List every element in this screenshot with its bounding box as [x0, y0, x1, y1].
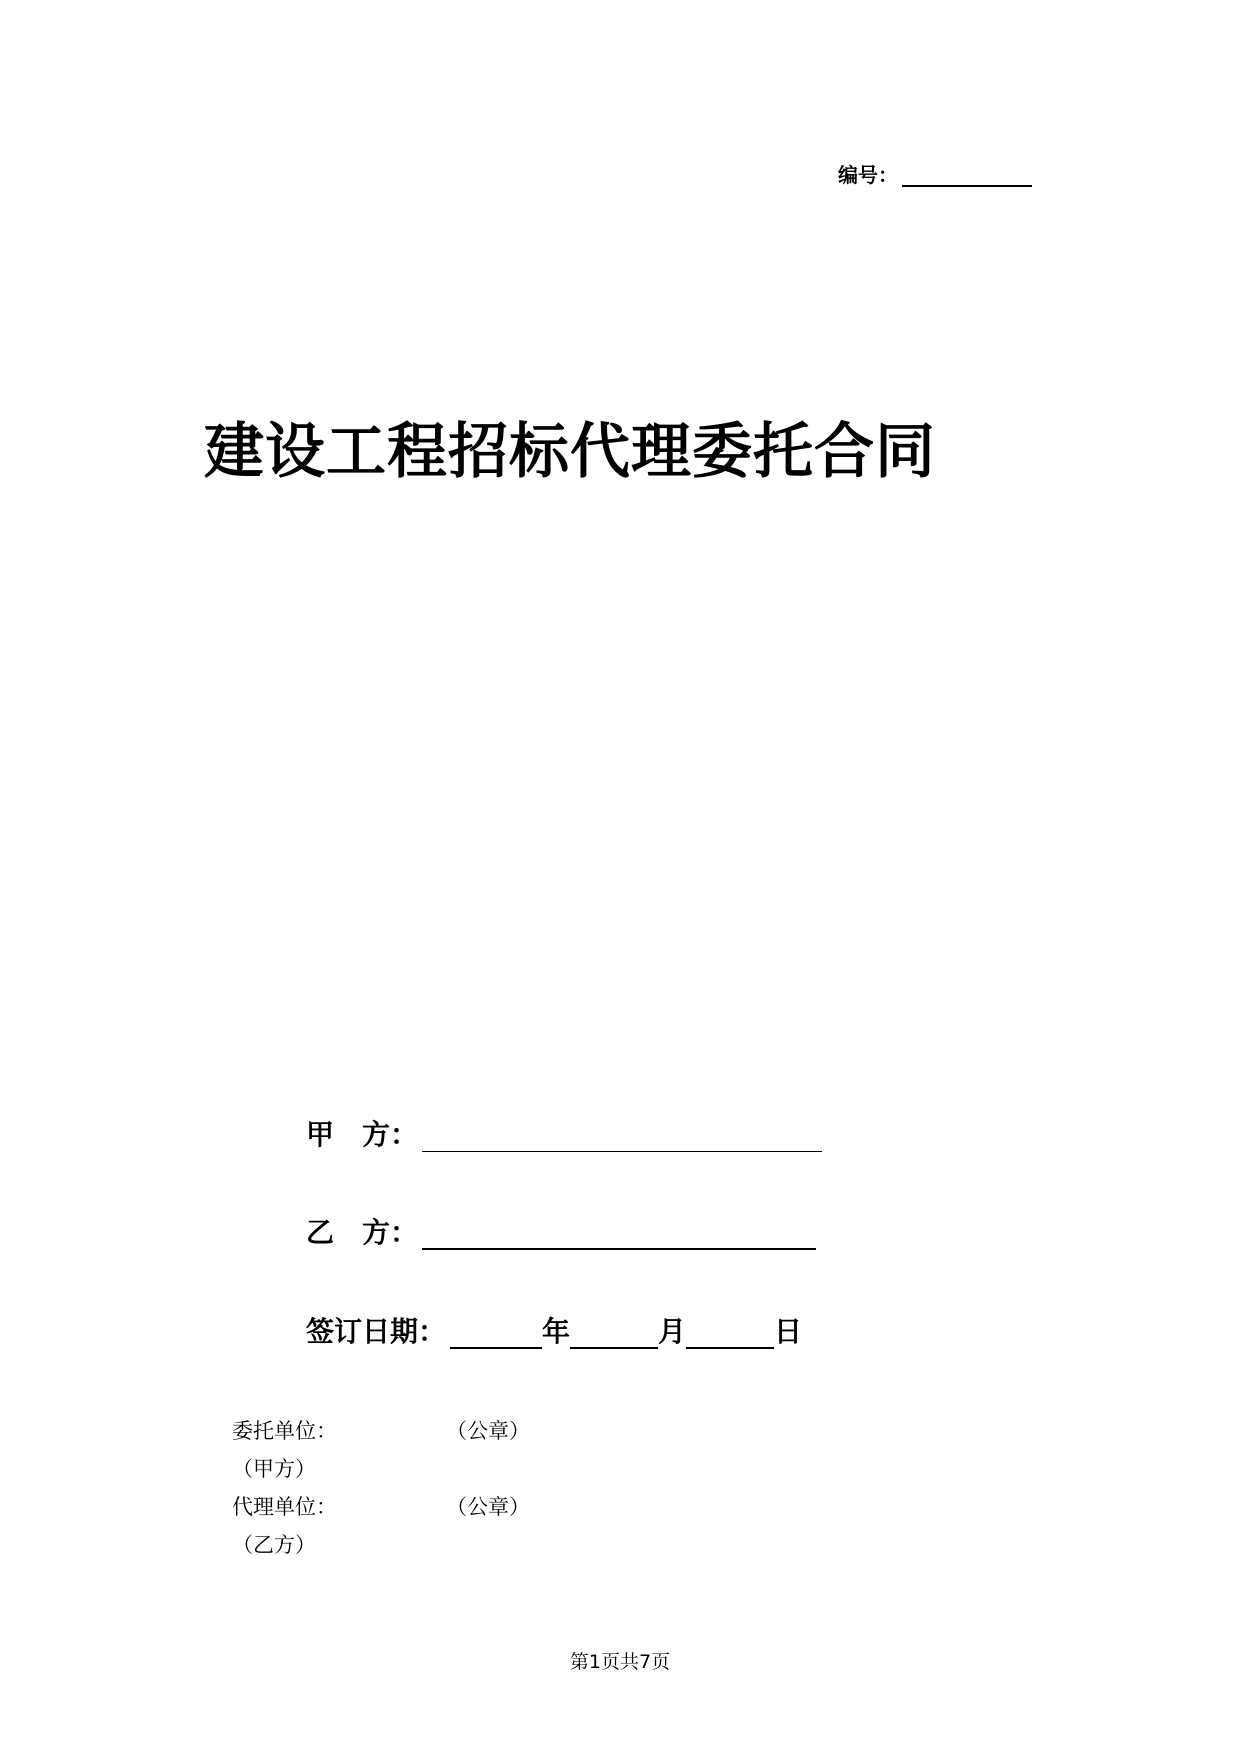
party-a-label-char: 甲 — [306, 1118, 335, 1151]
page-number: 第1页共7页 — [569, 1651, 671, 1673]
sign-date-day-label: 日 — [774, 1315, 803, 1348]
sign-date-month-blank — [570, 1319, 658, 1349]
agent-unit-label: 代理单位： — [232, 1495, 337, 1519]
party-b-label-suffix: 方： — [361, 1216, 418, 1249]
sign-date-year-blank — [450, 1319, 542, 1349]
sign-date-year-label: 年 — [542, 1315, 571, 1348]
sign-date-month-label: 月 — [658, 1315, 687, 1348]
party-a-label — [306, 1118, 418, 1152]
serial-number-field — [838, 163, 1032, 187]
principal-stamp-label: （公章） — [446, 1419, 530, 1443]
sign-date-label: 签订日期： — [306, 1315, 447, 1348]
sign-date-day-blank — [686, 1319, 774, 1349]
party-a-row — [306, 1118, 822, 1152]
agent-stamp-label: （公章） — [446, 1495, 530, 1519]
party-a-blank — [422, 1123, 822, 1152]
party-b-blank — [422, 1220, 816, 1250]
principal-unit-label: 委托单位： — [232, 1419, 337, 1443]
party-b-row — [306, 1216, 816, 1250]
party-b-label — [306, 1216, 418, 1250]
party-b-label-char: 乙 — [306, 1216, 335, 1249]
principal-party-note: （甲方） — [232, 1457, 316, 1481]
party-a-label-suffix: 方： — [361, 1118, 418, 1151]
serial-number-label: 编号： — [838, 163, 898, 187]
document-title: 建设工程招标代理委托合同 — [204, 417, 936, 487]
sign-date-row — [306, 1315, 802, 1349]
serial-number-blank — [902, 163, 1032, 187]
agent-party-note: （乙方） — [232, 1533, 316, 1557]
